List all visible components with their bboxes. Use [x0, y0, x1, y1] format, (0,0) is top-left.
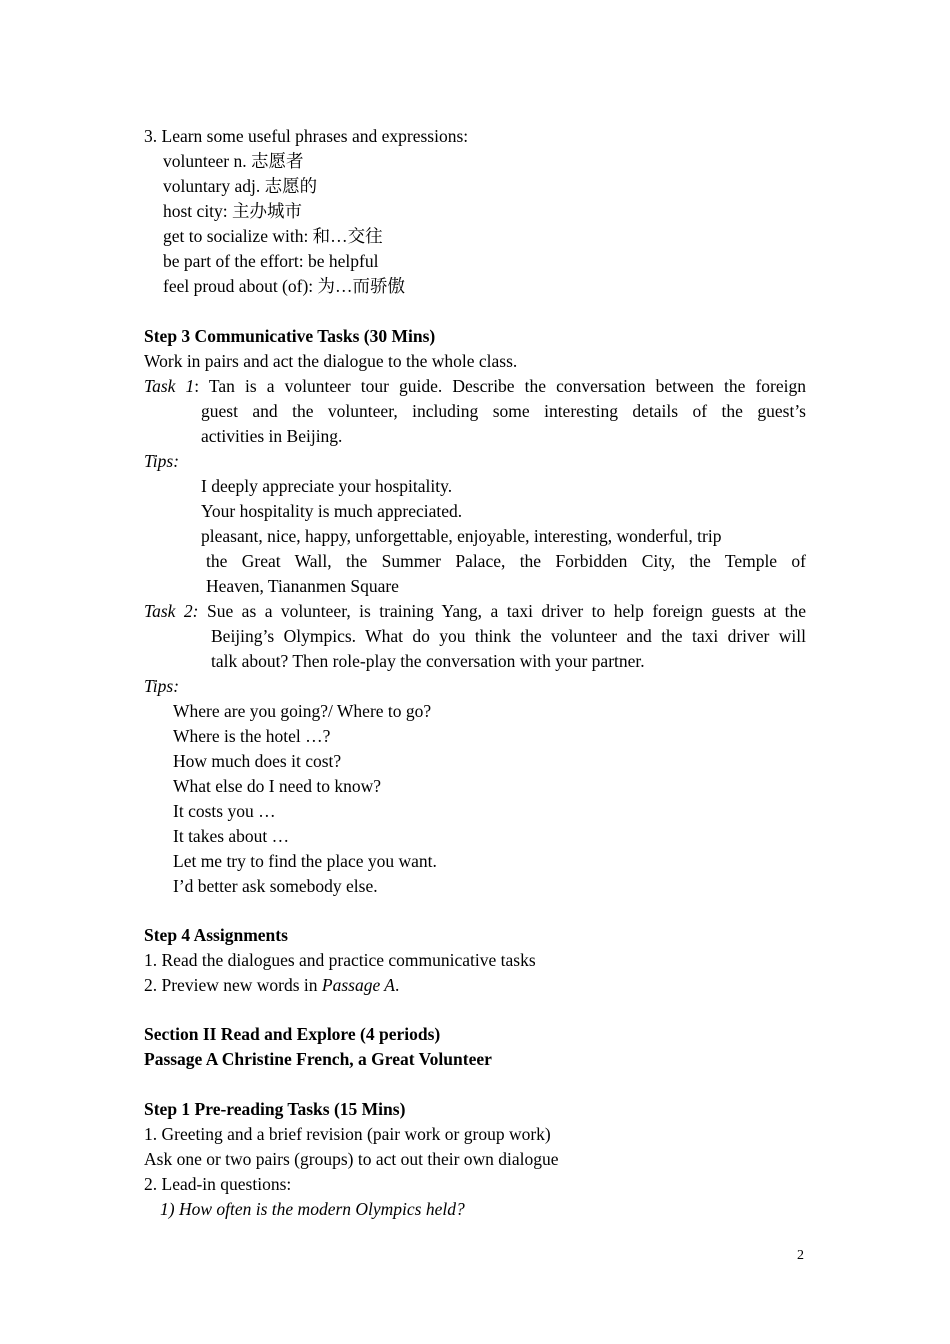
tip-line: Let me try to find the place you want. [173, 851, 437, 871]
tip-line: pleasant, nice, happy, unforgettable, enjoyable, interesting, wonderful, trip [201, 526, 722, 546]
task2-first-line [144, 599, 806, 624]
tip-line: What else do I need to know? [173, 776, 381, 796]
task1-first-line [144, 374, 806, 399]
tip-line: Heaven, Tiananmen Square [206, 576, 399, 596]
tip-line: I deeply appreciate your hospitality. [201, 476, 453, 496]
task2-label: Task 2: [144, 601, 199, 621]
tip-line: It takes about … [173, 826, 290, 846]
phrase-item: volunteer n. 志愿者 [163, 151, 304, 171]
task1-line: guest and the volunteer, including some interesting details of the guest’s [201, 401, 806, 421]
tip-line: It costs you … [173, 801, 276, 821]
section2-subtitle: Passage A Christine French, a Great Volunteer [144, 1049, 492, 1069]
step4-item2-prefix: 2. Preview new words in [144, 975, 322, 995]
section2-title: Section II Read and Explore (4 periods) [144, 1024, 441, 1044]
tip-line: the Great Wall, the Summer Palace, the Forbidden City, the Temple of [206, 551, 806, 571]
step1-line: Ask one or two pairs (groups) to act out their own dialogue [144, 1149, 559, 1169]
phrase-item: feel proud about (of): 为…而骄傲 [163, 276, 406, 296]
task1-line: activities in Beijing. [201, 426, 343, 446]
tip-line: Your hospitality is much appreciated. [201, 501, 463, 521]
tip-line: Where are you going?/ Where to go? [173, 701, 432, 721]
step1-line: 1. Greeting and a brief revision (pair work or group work) [144, 1124, 551, 1144]
page-number: 2 [797, 1248, 804, 1263]
tip-line: How much does it cost? [173, 751, 342, 771]
step4-title: Step 4 Assignments [144, 925, 288, 945]
tip-line: I’d better ask somebody else. [173, 876, 378, 896]
task1-label: Task 1 [144, 376, 195, 396]
phrase-item: be part of the effort: be helpful [163, 251, 379, 271]
step4-item [144, 973, 399, 998]
phrase-item: voluntary adj. 志愿的 [163, 176, 318, 196]
lead-in-question: 1) How often is the modern Olympics held? [160, 1199, 465, 1219]
step1-line: 2. Lead-in questions: [144, 1174, 292, 1194]
task2-text: Sue as a volunteer, is training Yang, a taxi driver to help foreign guests at the [206, 601, 807, 621]
tips1-label: Tips: [144, 451, 180, 471]
task2-line: Beijing’s Olympics. What do you think the volunteer and the taxi driver will [211, 626, 806, 646]
step1-title: Step 1 Pre-reading Tasks (15 Mins) [144, 1099, 406, 1119]
step3-title: Step 3 Communicative Tasks (30 Mins) [144, 326, 436, 346]
phrase-item: host city: 主办城市 [163, 201, 303, 221]
task2-line: talk about? Then role-play the conversation with your partner. [211, 651, 645, 671]
task1-text: : Tan is a volunteer tour guide. Describe the conversation between the foreign [194, 376, 806, 396]
step4-item: 1. Read the dialogues and practice communicative tasks [144, 950, 536, 970]
passage-a-ref: Passage A [321, 975, 395, 995]
tips2-label: Tips: [144, 676, 180, 696]
phrases-heading: 3. Learn some useful phrases and expressions: [144, 126, 469, 146]
tip-line: Where is the hotel …? [173, 726, 331, 746]
phrase-item: get to socialize with: 和…交往 [163, 226, 383, 246]
step3-intro: Work in pairs and act the dialogue to the whole class. [144, 351, 518, 371]
step4-item2-suffix: . [394, 975, 400, 995]
